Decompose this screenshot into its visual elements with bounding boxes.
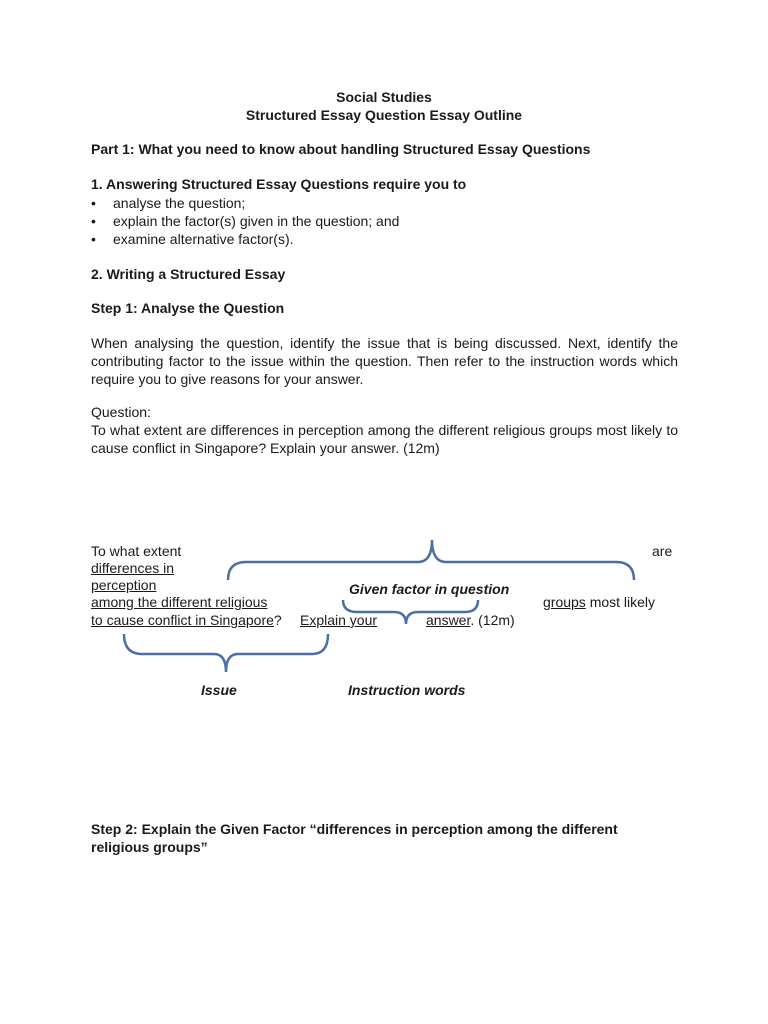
- step1-heading: Step 1: Analyse the Question: [91, 300, 285, 316]
- section1-heading: 1. Answering Structured Essay Questions require you to: [91, 176, 467, 192]
- part1-heading: Part 1: What you need to know about handling Structured Essay Questions: [91, 141, 591, 157]
- issue-brace: [124, 634, 328, 672]
- section2-heading: 2. Writing a Structured Essay: [91, 266, 286, 282]
- diagram-text-most-likely: most likely: [585, 594, 656, 610]
- step1-paragraph: When analysing the question, identify the issue that is being discussed. Next, identify the contributing factor to the issue within the question. Then refer to the instruction words which require you to give reasons for your answer.: [91, 335, 678, 387]
- diagram-text-among-religious: among the different religious: [91, 594, 268, 610]
- diagram-text-answer: answer: [426, 612, 471, 628]
- document-title: Social Studies: [336, 89, 432, 105]
- diagram-text-line5b: [426, 612, 515, 628]
- question-text: To what extent are differences in perception among the different religious groups most likely to cause conflict in Singapore? Explain your answer. (12m): [91, 422, 678, 456]
- list-item: • explain the factor(s) given in the question; and: [91, 212, 399, 230]
- issue-label: Issue: [201, 682, 237, 698]
- diagram-text-are: are: [652, 543, 673, 559]
- diagram-text-line5a: [91, 612, 282, 628]
- diagram-text-to-what-extent: To what extent: [91, 543, 182, 559]
- diagram-text-differences-in: differences in: [91, 560, 175, 576]
- list-item: • examine alternative factor(s).: [91, 230, 399, 248]
- question-label: Question:: [91, 404, 151, 420]
- list-item: • analyse the question;: [91, 194, 399, 212]
- diagram-text-question-mark: ?: [273, 612, 282, 628]
- given-factor-brace: [228, 540, 634, 580]
- given-factor-label: Given factor in question: [349, 581, 510, 597]
- document-subtitle: Structured Essay Question Essay Outline: [245, 107, 523, 123]
- step2-heading: Step 2: Explain the Given Factor “differences in perception among the different religious groups”: [91, 821, 618, 855]
- diagram-text-explain-your: Explain your: [300, 612, 378, 628]
- instruction-words-label: Instruction words: [348, 682, 466, 698]
- diagram-text-groups: groups: [543, 594, 586, 610]
- diagram-text-marks: . (12m): [470, 612, 515, 628]
- diagram-text-cause-conflict: to cause conflict in Singapore: [91, 612, 274, 628]
- diagram-text-groups-line: [543, 594, 655, 610]
- diagram-text-perception: perception: [91, 577, 157, 593]
